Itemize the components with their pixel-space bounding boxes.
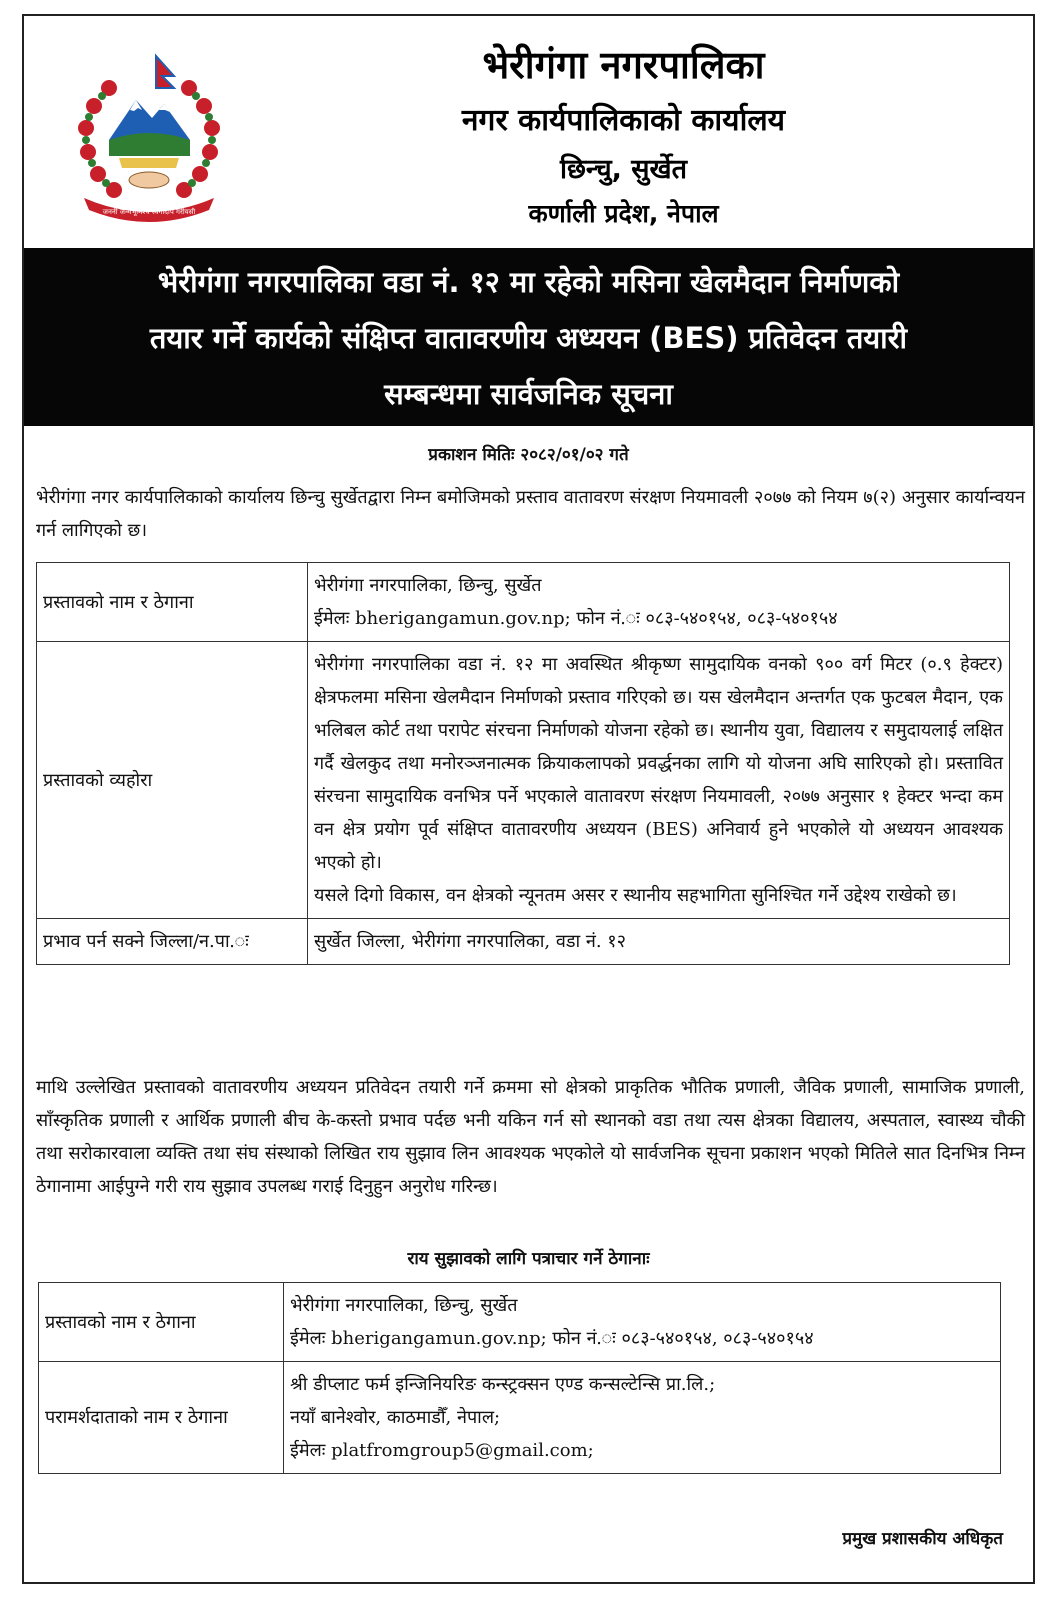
contact-proposer-email: ईमेलः bherigangamun.gov.np; फोन नं.ः ०८३-५४०१५४, ०८३-५४०१५४ xyxy=(290,1328,814,1349)
consultant-name: श्री डीप्लाट फर्म इन्जिनियरिङ कन्स्ट्रक्सन एण्ड कन्सल्टेन्सि प्रा.लि.; xyxy=(290,1374,716,1395)
affected-area-value xyxy=(308,919,1010,965)
nepal-emblem-icon xyxy=(64,48,234,223)
affected-area-label: प्रभाव पर्न सक्ने जिल्ला/न.पा.ः xyxy=(37,919,308,965)
proposal-name-label: प्रस्तावको नाम र ठेगाना xyxy=(37,563,308,642)
signatory-title: प्रमुख प्रशासकीय अधिकृत xyxy=(842,1529,1003,1549)
table-row xyxy=(39,1283,1001,1362)
contact-table xyxy=(38,1282,1001,1474)
table-row xyxy=(37,642,1010,919)
proposal-name-line: भेरीगंगा नगरपालिका, छिन्चु, सुर्खेत xyxy=(314,575,542,596)
province-name: कर्णाली प्रदेश, नेपाल xyxy=(528,199,719,228)
proposal-table xyxy=(36,562,1010,965)
notice-title-line-2: तयार गर्ने कार्यको संक्षिप्त वातावरणीय अध्ययन (BES) प्रतिवेदन तयारी xyxy=(149,321,908,355)
request-paragraph: माथि उल्लेखित प्रस्तावको वातावरणीय अध्ययन प्रतिवेदन तयारी गर्ने क्रममा सो क्षेत्रको प्राकृतिक भौतिक प्रणाली, जैविक प्रणाली, सामाजिक प्रणाली, साँस्कृतिक प्रणाली र आर्थिक प्रणाली बीच के-कस्तो प्रभाव पर्दछ भनी यकिन गर्न सो स्थानको वडा तथा त्यस क्षेत्रका विद्यालय, अस्पताल, स्वास्थ्य चौकी तथा सरोकारवाला व्यक्ति तथा संघ संस्थाको लिखित राय सुझाव लिन आवश्यक भएकोले यो सार्वजनिक सूचना प्रकाशन भएको मितिले सात दिनभित्र निम्न ठेगानामा आईपुग्ने गरी राय सुझाव उपलब्ध गराई दिनुहुन अनुरोध गरिन्छ। xyxy=(36,1077,1025,1197)
emblem-motto: जननी जन्मभूमिश्च स्वर्गादपि गरीयसी xyxy=(102,208,196,216)
notice-frame xyxy=(22,14,1035,1584)
consultant-label: परामर्शदाताको नाम र ठेगाना xyxy=(39,1362,284,1474)
consultant-email: ईमेलः platfromgroup5@gmail.com; xyxy=(290,1440,594,1461)
notice-header xyxy=(24,16,1033,248)
contact-proposer-value xyxy=(284,1283,1001,1362)
proposal-description-text: भेरीगंगा नगरपालिका वडा नं. १२ मा अवस्थित श्रीकृष्ण सामुदायिक वनको ९०० वर्ग मिटर (०.९ हेक्टर) क्षेत्रफलमा मसिना खेलमैदान निर्माणको प्रस्ताव गरिएको छ। यस खेलमैदान अन्तर्गत एक फुटबल मैदान, एक भलिबल कोर्ट तथा परापेट संरचना निर्माणको योजना रहेको छ। स्थानीय युवा, विद्यालय र समुदायलाई लक्षित गर्दै खेलकुद तथा मनोरञ्जनात्मक क्रियाकलापको प्रवर्द्धनका लागि यो योजना अघि सारिएको हो। प्रस्तावित संरचना सामुदायिक वनभित्र पर्ने भएकाले वातावरण संरक्षण नियमावली, २०७७ अनुसार १ हेक्टर भन्दा कम वन क्षेत्र प्रयोग पूर्व संक्षिप्त वातावरणीय अध्ययन (BES) अनिवार्य हुने भएकोले यो अध्ययन आवश्यक भएको हो। xyxy=(314,654,1003,873)
table-row xyxy=(37,919,1010,965)
table-row xyxy=(37,563,1010,642)
office-name: नगर कार्यपालिकाको कार्यालय xyxy=(461,103,786,138)
notice-title-line-3: सम्बन्धमा सार्वजनिक सूचना xyxy=(384,377,673,411)
affected-area-text: सुर्खेत जिल्ला, भेरीगंगा नगरपालिका, वडा नं. १२ xyxy=(314,931,626,952)
publication-date: प्रकाशन मितिः २०८२/०१/०२ गते xyxy=(428,445,629,465)
proposal-objective-text: यसले दिगो विकास, वन क्षेत्रको न्यूनतम असर र स्थानीय सहभागिता सुनिश्चित गर्ने उद्देश्य राखेको छ। xyxy=(314,885,957,906)
proposal-description-label: प्रस्तावको व्यहोरा xyxy=(37,642,308,919)
contact-proposer-label: प्रस्तावको नाम र ठेगाना xyxy=(39,1283,284,1362)
intro-paragraph: भेरीगंगा नगर कार्यपालिकाको कार्यालय छिन्चु सुर्खेतद्वारा निम्न बमोजिमको प्रस्ताव वातावरण संरक्षण नियमावली २०७७ को नियम ७(२) अनुसार कार्यान्वयन गर्न लागिएको छ। xyxy=(36,487,1025,541)
municipality-name: भेरीगंगा नगरपालिका xyxy=(482,43,765,87)
notice-title-line-1: भेरीगंगा नगरपालिका वडा नं. १२ मा रहेको मसिना खेलमैदान निर्माणको xyxy=(157,265,900,299)
office-location: छिन्चु, सुर्खेत xyxy=(559,154,688,185)
contact-proposer-name: भेरीगंगा नगरपालिका, छिन्चु, सुर्खेत xyxy=(290,1295,518,1316)
table-row xyxy=(39,1362,1001,1474)
contact-heading: राय सुझावको लागि पत्राचार गर्ने ठेगानाः xyxy=(407,1249,650,1269)
proposal-name-value xyxy=(308,563,1010,642)
notice-title-banner xyxy=(24,248,1033,426)
consultant-value xyxy=(284,1362,1001,1474)
proposal-description-value xyxy=(308,642,1010,919)
consultant-address: नयाँ बानेश्वोर, काठमाडौँ, नेपाल; xyxy=(290,1407,501,1428)
proposal-contact-line: ईमेलः bherigangamun.gov.np; फोन नं.ः ०८३-५४०१५४, ०८३-५४०१५४ xyxy=(314,608,838,629)
